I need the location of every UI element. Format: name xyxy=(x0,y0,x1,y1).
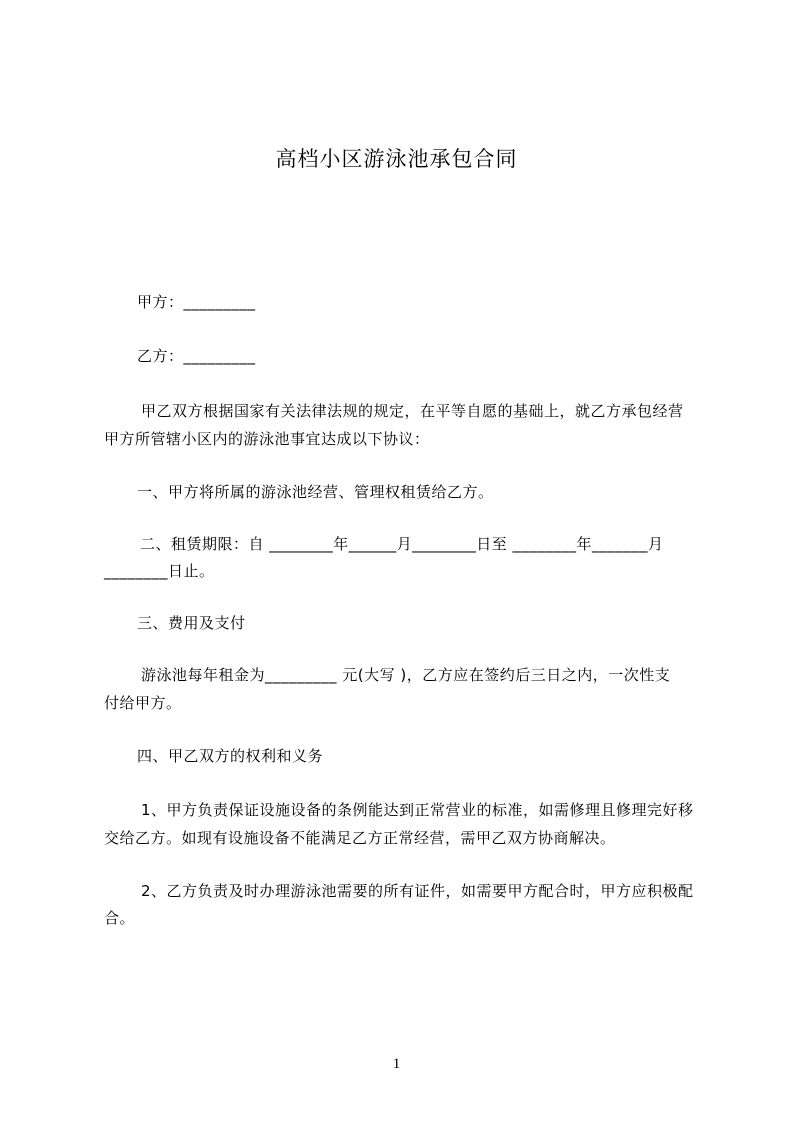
document-title: 高档小区游泳池承包合同 xyxy=(275,147,518,171)
clause-4-item-1-line-1: 1、甲方负责保证设施设备的条例能达到正常营业的标准，如需修理且修理完好移 xyxy=(141,801,694,819)
clause-3-body-line-2: 付给甲方。 xyxy=(104,694,182,712)
clause-3-heading: 三、费用及支付 xyxy=(137,614,246,632)
clause-1: 一、甲方将所属的游泳池经营、管理权租赁给乙方。 xyxy=(137,483,494,501)
clause-4-item-2-line-1: 2、乙方负责及时办理游泳池需要的所有证件，如需要甲方配合时，甲方应积极配 xyxy=(141,882,694,900)
party-b-line: 乙方：_________ xyxy=(137,347,256,365)
clause-2-line-2: ________日止。 xyxy=(104,562,215,580)
preamble-line-1: 甲乙双方根据国家有关法律法规的规定，在平等自愿的基础上，就乙方承包经营 xyxy=(141,402,684,420)
clause-4-heading: 四、甲乙双方的权利和义务 xyxy=(137,747,324,765)
clause-4-item-1-line-2: 交给乙方。如现有设施设备不能满足乙方正常经营，需甲乙双方协商解决。 xyxy=(104,829,616,847)
clause-4-item-2-line-2: 合。 xyxy=(104,909,136,927)
clause-3-body-line-1: 游泳池每年租金为_________ 元(大写 )，乙方应在签约后三日之内，一次性支 xyxy=(141,666,671,684)
page-number: 1 xyxy=(392,1056,401,1072)
preamble-line-2: 甲方所管辖小区内的游泳池事宜达成以下协议： xyxy=(104,430,430,448)
party-a-line: 甲方：_________ xyxy=(137,293,256,311)
clause-2-line-1: 二、租赁期限：自 ________年______月________日至 ________年_______月 xyxy=(140,535,664,553)
